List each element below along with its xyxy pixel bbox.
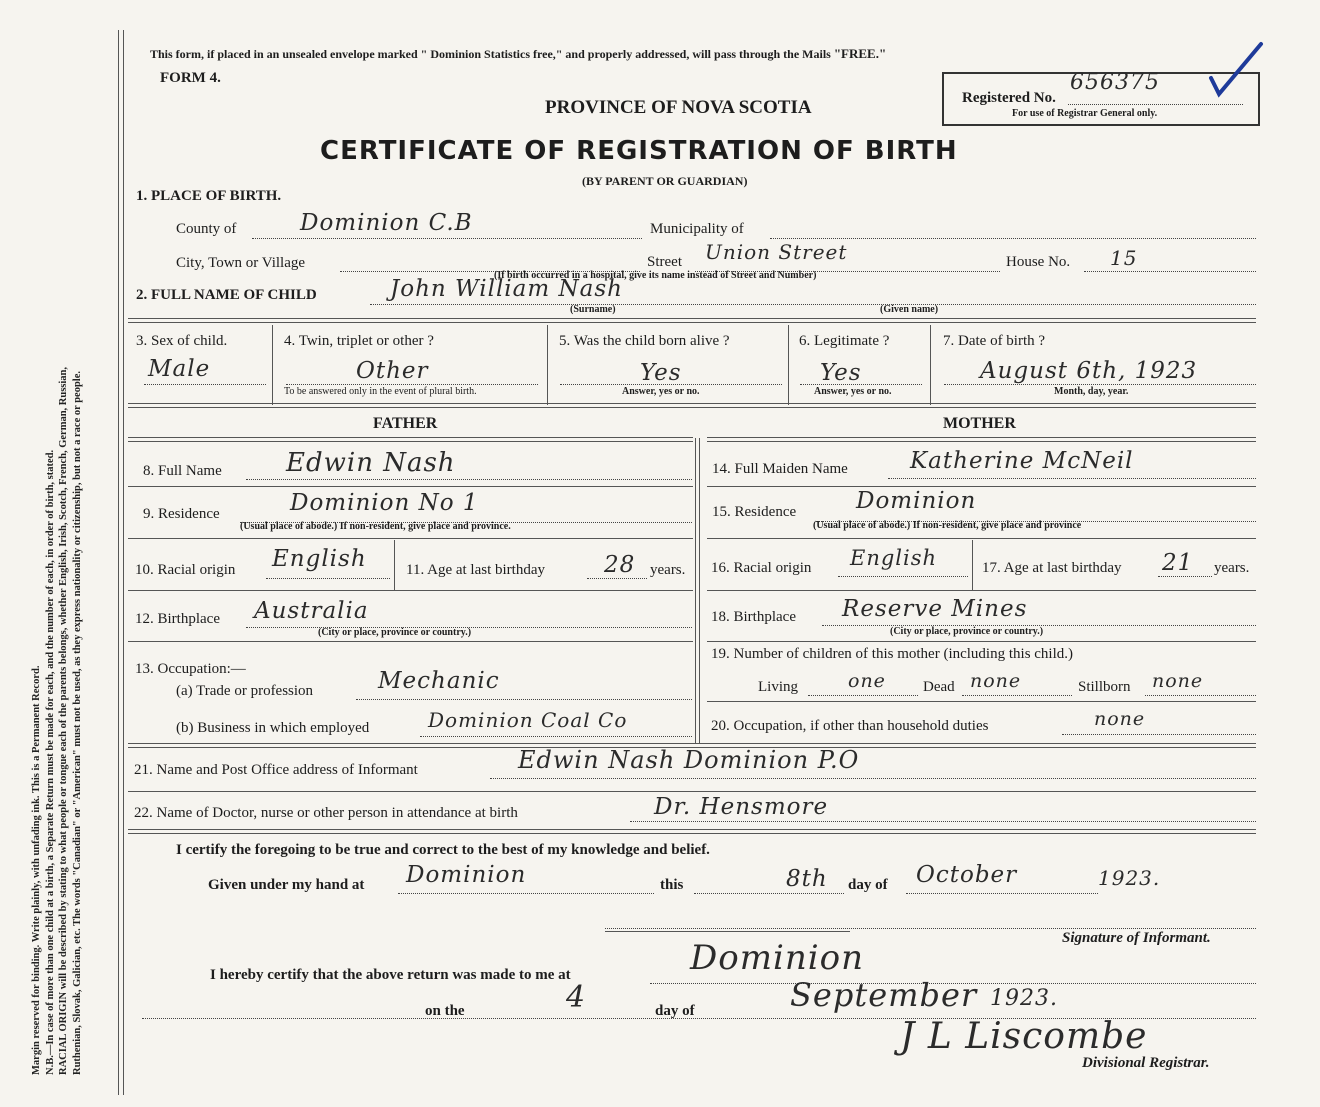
father-residence-label: 9. Residence: [143, 506, 220, 522]
living-label: Living: [758, 679, 798, 695]
sex-label: 3. Sex of child.: [136, 333, 228, 349]
city-label: City, Town or Village: [176, 255, 306, 271]
county-label: County of: [176, 221, 237, 237]
trade-label: (a) Trade or profession: [176, 683, 314, 699]
dayof-label: day of: [848, 877, 888, 893]
form-number: FORM 4.: [160, 70, 221, 86]
twin-note: To be answered only in the event of plural birth.: [284, 386, 477, 397]
informant-value: Edwin Nash Dominion P.O: [518, 746, 860, 774]
informant-signature-caption: Signature of Informant.: [1062, 930, 1211, 946]
mother-birthplace-label: 18. Birthplace: [711, 609, 796, 625]
dob-note: Month, day, year.: [1054, 386, 1129, 397]
living-value: one: [848, 670, 886, 692]
surname-caption: (Surname): [570, 304, 616, 315]
father-race-value: English: [272, 546, 367, 572]
legitimate-note: Answer, yes or no.: [814, 386, 892, 397]
father-age-label: 11. Age at last birthday: [406, 562, 545, 578]
father-birthplace-note: (City or place, province or country.): [318, 627, 472, 638]
hospital-note: (If birth occurred in a hospital, give its name instead of Street and Number): [494, 270, 817, 281]
place-section-label: 1. PLACE OF BIRTH.: [136, 188, 282, 204]
given-day-value: 8th: [786, 866, 828, 892]
province-heading: PROVINCE OF NOVA SCOTIA: [545, 97, 812, 118]
mother-residence-note: (Usual place of abode.) If non-resident, give place and province: [813, 520, 1082, 531]
registrar-statement: I hereby certify that the above return was made to me at: [210, 967, 571, 983]
column-divider: [695, 438, 700, 743]
registrar-day-value: 4: [566, 980, 587, 1015]
father-heading: FATHER: [373, 415, 438, 432]
margin-line-2: N.B.—In case of more than one child at a birth, a Separate Return must be made for each, and the number of each, in order of birth, stated.: [44, 449, 56, 1075]
father-residence-note: (Usual place of abode.) If non-resident, give place and province.: [240, 521, 511, 532]
attendant-label: 22. Name of Doctor, nurse or other person in attendance at birth: [134, 805, 518, 821]
county-value: Dominion C.B: [300, 210, 473, 236]
registered-label: Registered No.: [962, 90, 1056, 106]
certify-statement: I certify the foregoing to be true and correct to the best of my knowledge and belief.: [176, 842, 710, 858]
rule: [128, 318, 1256, 323]
street-value: Union Street: [705, 240, 848, 264]
informant-label: 21. Name and Post Office address of Informant: [134, 762, 418, 778]
street-label: Street: [647, 254, 682, 270]
father-occupation-label: 13. Occupation:—: [135, 661, 246, 677]
house-label: House No.: [1006, 254, 1071, 270]
mother-name-label: 14. Full Maiden Name: [712, 461, 848, 477]
mother-residence-value: Dominion: [856, 488, 977, 514]
alive-label: 5. Was the child born alive ?: [559, 333, 730, 349]
given-caption: (Given name): [880, 304, 939, 315]
attendant-value: Dr. Hensmore: [654, 794, 829, 820]
this-label: this: [660, 877, 684, 893]
certificate-subtitle: (BY PARENT OR GUARDIAN): [582, 174, 748, 188]
mother-birthplace-note: (City or place, province or country.): [890, 626, 1044, 637]
margin-rule: [118, 30, 119, 1095]
certificate-title: CERTIFICATE OF REGISTRATION OF BIRTH: [320, 136, 958, 166]
alive-note: Answer, yes or no.: [622, 386, 700, 397]
mother-occupation-value: none: [1094, 708, 1146, 730]
margin-instructions: [30, 35, 84, 1075]
dob-value: August 6th, 1923: [980, 358, 1198, 384]
father-name-value: Edwin Nash: [286, 448, 456, 478]
registrar-year-value: 1923.: [990, 986, 1058, 1011]
registrar-note: For use of Registrar General only.: [1012, 108, 1158, 119]
given-place-value: Dominion: [406, 862, 527, 888]
dead-value: none: [970, 670, 1022, 692]
children-count-label: 19. Number of children of this mother (including this child.): [711, 646, 1074, 662]
stillborn-label: Stillborn: [1078, 679, 1131, 695]
mother-age-unit: years.: [1214, 560, 1250, 576]
mother-occupation-label: 20. Occupation, if other than household duties: [711, 718, 989, 734]
stillborn-value: none: [1152, 670, 1204, 692]
father-race-label: 10. Racial origin: [135, 562, 236, 578]
registrar-place-value: Dominion: [690, 938, 864, 978]
trade-value: Mechanic: [378, 668, 500, 694]
father-birthplace-value: Australia: [254, 598, 369, 624]
registrar-caption: Divisional Registrar.: [1082, 1055, 1210, 1071]
mother-name-value: Katherine McNeil: [910, 448, 1134, 474]
registrar-signature: J L Liscombe: [900, 1016, 1148, 1057]
business-value: Dominion Coal Co: [428, 708, 628, 732]
mother-age-label: 17. Age at last birthday: [982, 560, 1122, 576]
margin-line-1: Margin reserved for binding. Write plainly, with unfading ink. This is a Permanent Record.: [31, 665, 42, 1075]
margin-line-4: Ruthenian, Slovak, Galician, etc. The words "Canadian" or "American" must not be used, as they express nationality or citizenship, but not a race or people.: [71, 370, 83, 1075]
mother-age-value: 21: [1162, 550, 1194, 576]
father-birthplace-label: 12. Birthplace: [135, 611, 220, 627]
municipality-label: Municipality of: [650, 221, 744, 237]
business-label: (b) Business in which employed: [176, 720, 370, 736]
mother-residence-label: 15. Residence: [712, 504, 797, 520]
mail-notice: This form, if placed in an unsealed envelope marked " Dominion Statistics free," and properly addressed, will pass through the Mails "FREE.": [150, 46, 887, 61]
sex-value: Male: [148, 356, 211, 382]
legitimate-label: 6. Legitimate ?: [799, 333, 890, 349]
margin-line-3: RACIAL ORIGIN will be described by stating to what people or tongue each of the parents belongs, whether English, Irish, Scotch, French, German, Russian,: [58, 366, 69, 1075]
twin-label: 4. Twin, triplet or other ?: [284, 333, 434, 349]
father-residence-value: Dominion No 1: [290, 490, 479, 516]
child-name-label: 2. FULL NAME OF CHILD: [136, 287, 317, 303]
reg-dayof-label: day of: [655, 1003, 695, 1019]
mother-birthplace-value: Reserve Mines: [842, 596, 1028, 622]
house-value: 15: [1110, 246, 1138, 270]
father-age-unit: years.: [650, 562, 686, 578]
father-name-label: 8. Full Name: [143, 463, 222, 479]
margin-rule-2: [123, 30, 124, 1095]
checkmark-icon: [1205, 40, 1265, 100]
registered-value: 656375: [1070, 70, 1160, 95]
dead-label: Dead: [923, 679, 955, 695]
mother-race-label: 16. Racial origin: [711, 560, 812, 576]
mother-race-value: English: [850, 546, 938, 570]
given-month-value: October: [916, 862, 1018, 888]
dob-label: 7. Date of birth ?: [943, 333, 1046, 349]
given-label: Given under my hand at: [208, 877, 365, 893]
child-name-value: John William Nash: [390, 276, 623, 302]
given-year-value: 1923.: [1098, 866, 1161, 890]
onthe-label: on the: [425, 1003, 465, 1019]
father-age-value: 28: [604, 552, 636, 578]
mother-heading: MOTHER: [943, 415, 1016, 432]
registrar-month-value: September: [790, 976, 978, 1014]
legitimate-value: Yes: [820, 360, 862, 386]
twin-value: Other: [356, 358, 429, 384]
alive-value: Yes: [640, 360, 682, 386]
